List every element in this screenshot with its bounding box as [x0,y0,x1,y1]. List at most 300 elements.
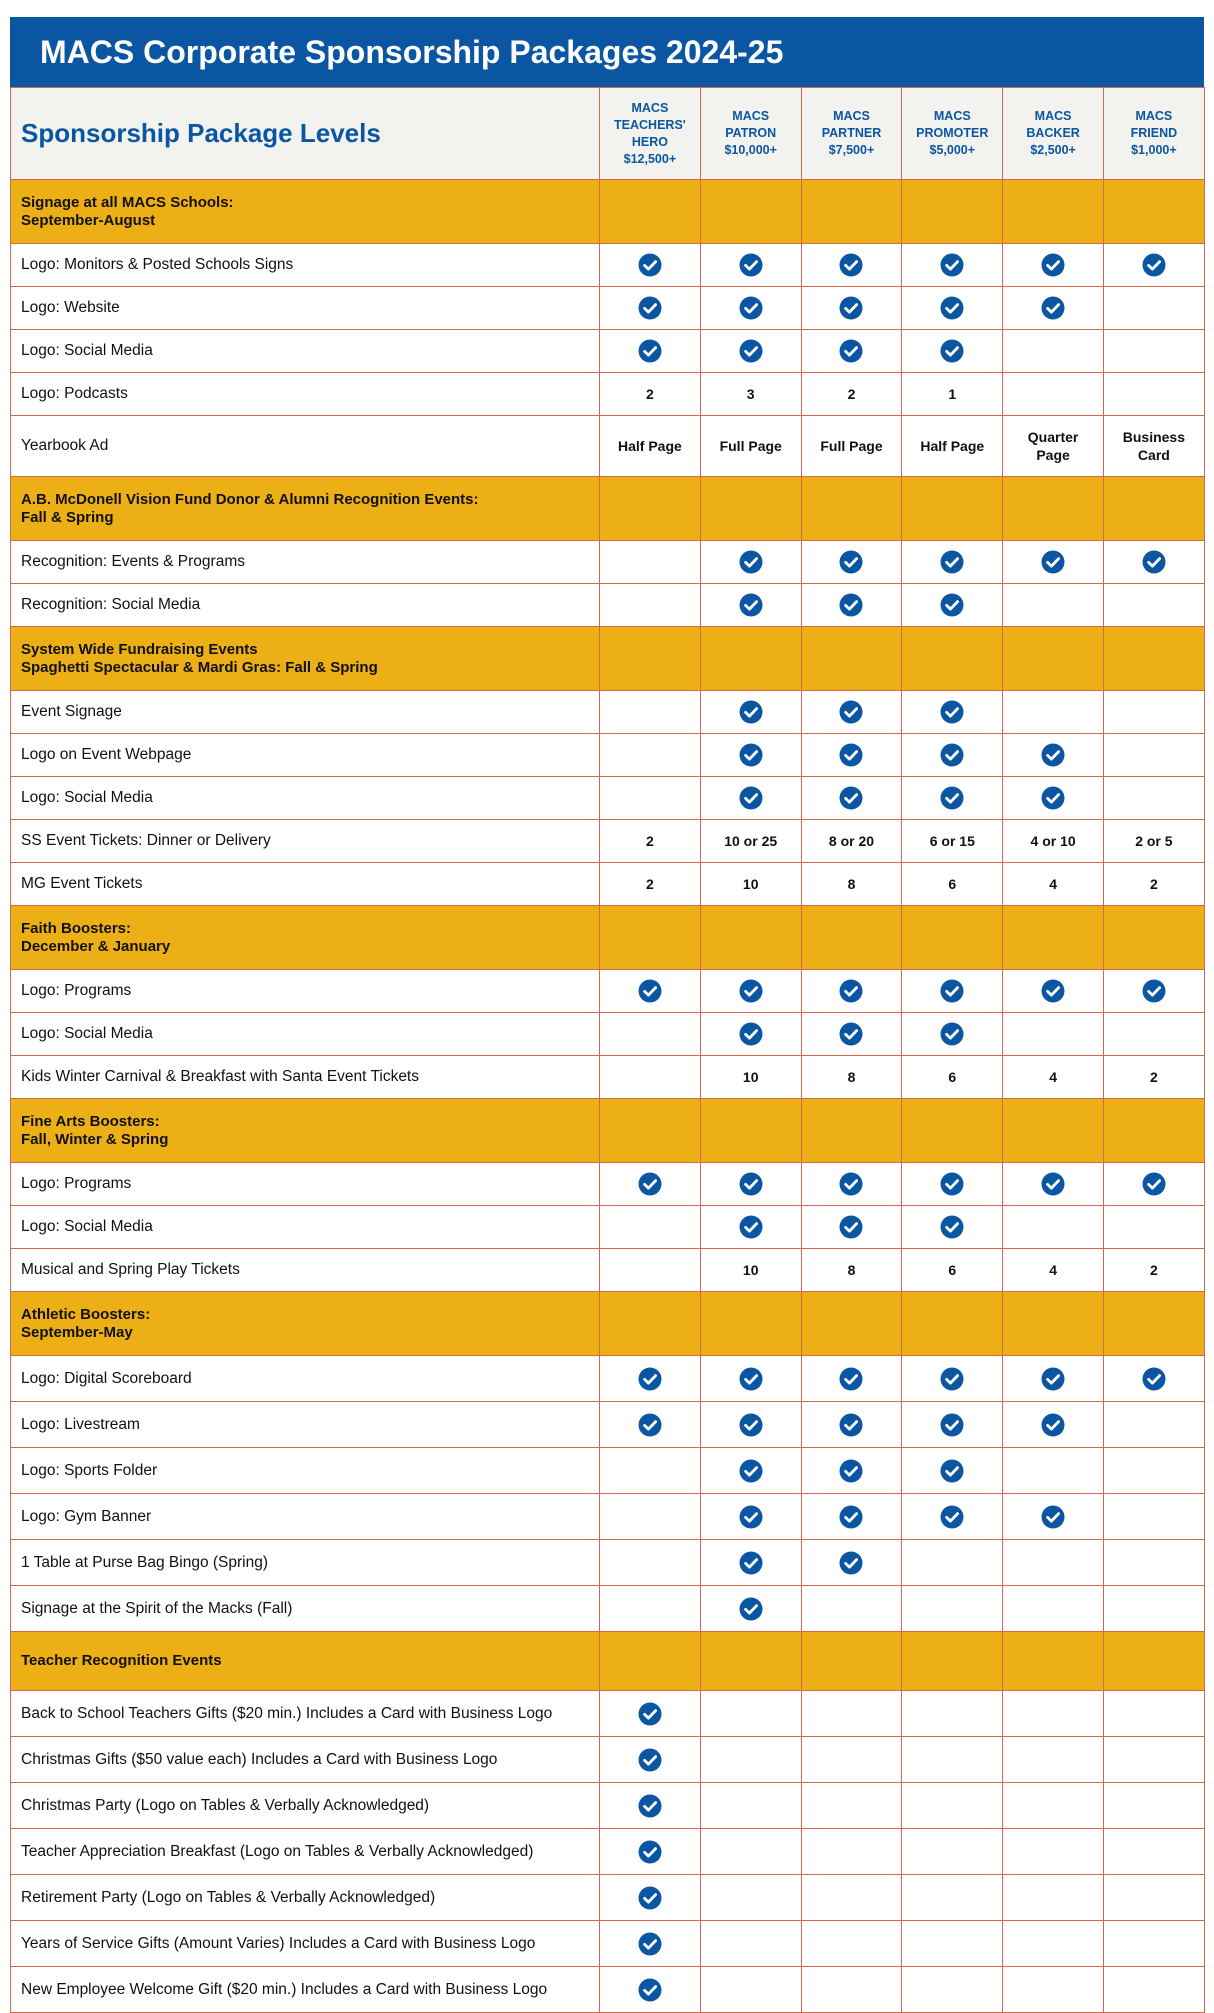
check-cell [700,541,801,584]
check-circle-icon [839,339,863,363]
check-cell [600,244,701,287]
section-cell [1103,906,1204,970]
value-cell [902,820,1003,863]
check-cell [801,1494,902,1540]
row-label: Musical and Spring Play Tickets [11,1249,600,1292]
value-cell [801,1249,902,1292]
section-cell [902,1632,1003,1691]
empty-cell [902,1967,1003,2013]
value-cell [700,820,801,863]
table-row [11,330,1205,373]
check-cell [700,1206,801,1249]
value-cell [801,863,902,906]
page-title: MACS Corporate Sponsorship Packages 2024-25 [40,33,784,70]
empty-cell [700,1737,801,1783]
check-circle-icon [940,1172,964,1196]
table-row [11,1448,1205,1494]
check-circle-icon [940,296,964,320]
table-header-row [11,88,1205,180]
check-circle-icon [839,1367,863,1391]
section-cell [1003,1292,1104,1356]
check-circle-icon [940,743,964,767]
check-circle-icon [1041,296,1065,320]
empty-cell [600,1586,701,1632]
check-cell [700,1163,801,1206]
empty-cell [1103,1013,1204,1056]
check-cell [801,1163,902,1206]
row-label: Logo: Website [11,287,600,330]
check-cell [902,691,1003,734]
empty-cell [1003,1921,1104,1967]
cell-value: 6 [948,1069,957,1085]
table-row [11,1163,1205,1206]
empty-cell [1103,691,1204,734]
section-cell [1003,1099,1104,1163]
empty-cell [1103,287,1204,330]
check-cell [700,1356,801,1402]
check-cell [600,1783,701,1829]
empty-cell [1003,1691,1104,1737]
table-row [11,863,1205,906]
row-label: Signage at the Spirit of the Macks (Fall) [11,1586,600,1632]
empty-cell [902,1540,1003,1586]
check-circle-icon [1041,1172,1065,1196]
check-cell [902,1013,1003,1056]
empty-cell [801,1967,902,2013]
row-label: Back to School Teachers Gifts ($20 min.) Includes a Card with Business Logo [11,1691,600,1737]
empty-cell [1103,1494,1204,1540]
check-circle-icon [839,1172,863,1196]
check-cell [600,1921,701,1967]
section-title: Signage at all MACS Schools: September-August [11,180,600,244]
check-circle-icon [638,253,662,277]
check-circle-icon [739,1505,763,1529]
check-cell [600,1737,701,1783]
check-circle-icon [1041,1505,1065,1529]
table-row [11,1540,1205,1586]
value-cell [902,1056,1003,1099]
check-cell [600,1163,701,1206]
section-cell [801,1632,902,1691]
row-label: Logo: Gym Banner [11,1494,600,1540]
table-row [11,1206,1205,1249]
table-row [11,1402,1205,1448]
table-row [11,1829,1205,1875]
check-cell [600,1402,701,1448]
value-cell [700,863,801,906]
row-label: Yearbook Ad [11,416,600,477]
row-label: Years of Service Gifts (Amount Varies) Includes a Card with Business Logo [11,1921,600,1967]
empty-cell [1003,330,1104,373]
value-cell [1003,1249,1104,1292]
table-row [11,1921,1205,1967]
check-cell [700,970,801,1013]
empty-cell [1003,1783,1104,1829]
check-circle-icon [940,1215,964,1239]
check-cell [600,970,701,1013]
empty-cell [1003,691,1104,734]
check-cell [1103,1163,1204,1206]
check-circle-icon [638,1367,662,1391]
section-cell [902,180,1003,244]
table-row [11,1967,1205,2013]
empty-cell [600,1013,701,1056]
empty-cell [1003,584,1104,627]
check-circle-icon [638,1702,662,1726]
value-cell [600,863,701,906]
empty-cell [1103,1206,1204,1249]
check-circle-icon [1041,1413,1065,1437]
section-cell [801,1292,902,1356]
cell-value: 2 [1149,1069,1158,1085]
check-cell [801,777,902,820]
cell-value: 8 [847,1069,856,1085]
sponsorship-table [10,87,1205,2013]
value-cell [700,373,801,416]
value-cell [902,373,1003,416]
check-cell [1003,541,1104,584]
empty-cell [1003,1737,1104,1783]
section-header-row [11,180,1205,244]
row-label: Logo: Social Media [11,1206,600,1249]
cell-value: 2 [646,876,654,892]
row-label: Christmas Party (Logo on Tables & Verbally Acknowledged) [11,1783,600,1829]
row-label: Recognition: Social Media [11,584,600,627]
value-cell [600,373,701,416]
section-cell [1003,477,1104,541]
check-circle-icon [739,1172,763,1196]
check-circle-icon [739,1459,763,1483]
check-cell [902,734,1003,777]
check-circle-icon [839,743,863,767]
check-cell [1103,244,1204,287]
row-label: Logo: Sports Folder [11,1448,600,1494]
check-circle-icon [638,339,662,363]
check-circle-icon [638,1932,662,1956]
row-label: SS Event Tickets: Dinner or Delivery [11,820,600,863]
empty-cell [1103,330,1204,373]
check-cell [700,734,801,777]
check-circle-icon [839,1413,863,1437]
cell-value: 2 [847,386,856,402]
check-circle-icon [739,593,763,617]
empty-cell [801,1875,902,1921]
check-circle-icon [739,786,763,810]
table-row [11,1356,1205,1402]
empty-cell [1003,1875,1104,1921]
cell-value: 2 [646,386,654,402]
section-cell [1103,1292,1204,1356]
check-circle-icon [940,339,964,363]
empty-cell [1003,1829,1104,1875]
cell-value: 2 [1149,1262,1158,1278]
section-cell [1003,906,1104,970]
check-circle-icon [1041,550,1065,574]
level-header: MACS TEACHERS' HERO $12,500+ [600,88,701,180]
section-cell [801,1099,902,1163]
empty-cell [1103,1921,1204,1967]
check-cell [801,691,902,734]
check-cell [1003,1163,1104,1206]
check-cell [700,1494,801,1540]
table-row [11,970,1205,1013]
section-header-row [11,627,1205,691]
value-cell [700,1056,801,1099]
check-circle-icon [739,296,763,320]
check-circle-icon [739,979,763,1003]
check-cell [801,584,902,627]
empty-cell [1103,1829,1204,1875]
empty-cell [1003,1586,1104,1632]
check-cell [700,1540,801,1586]
empty-cell [600,777,701,820]
empty-cell [902,1783,1003,1829]
check-cell [801,1013,902,1056]
section-cell [600,627,701,691]
check-cell [902,1494,1003,1540]
check-circle-icon [1041,979,1065,1003]
section-cell [902,627,1003,691]
check-circle-icon [638,1840,662,1864]
check-cell [700,244,801,287]
section-title: Faith Boosters: December & January [11,906,600,970]
table-row [11,244,1205,287]
check-circle-icon [839,979,863,1003]
section-cell [1003,627,1104,691]
cell-value: 2 [1149,876,1158,892]
empty-cell [1103,1586,1204,1632]
empty-cell [902,1691,1003,1737]
check-cell [600,1356,701,1402]
cell-value: 10 [742,1069,759,1085]
table-row [11,1875,1205,1921]
check-cell [600,1829,701,1875]
check-circle-icon [739,253,763,277]
check-cell [801,970,902,1013]
check-cell [902,1356,1003,1402]
check-circle-icon [739,1551,763,1575]
empty-cell [801,1829,902,1875]
value-cell [1003,863,1104,906]
section-cell [902,1292,1003,1356]
row-label: Teacher Appreciation Breakfast (Logo on Tables & Verbally Acknowledged) [11,1829,600,1875]
check-cell [902,330,1003,373]
cell-value: 8 or 20 [828,833,875,849]
empty-cell [801,1783,902,1829]
empty-cell [600,1249,701,1292]
level-header: MACS PARTNER $7,500+ [801,88,902,180]
check-cell [902,1206,1003,1249]
row-label: Logo: Programs [11,970,600,1013]
empty-cell [1103,1737,1204,1783]
check-circle-icon [940,253,964,277]
section-cell [1103,180,1204,244]
check-circle-icon [739,1215,763,1239]
check-circle-icon [940,1459,964,1483]
row-label: Logo: Podcasts [11,373,600,416]
check-cell [801,1402,902,1448]
row-label: Logo: Digital Scoreboard [11,1356,600,1402]
table-row [11,584,1205,627]
section-cell [801,477,902,541]
value-cell [1003,1056,1104,1099]
check-cell [801,330,902,373]
cell-value: Half Page [920,438,985,454]
section-cell [700,180,801,244]
check-circle-icon [940,700,964,724]
check-circle-icon [940,593,964,617]
table-row [11,287,1205,330]
value-cell [600,416,701,477]
value-cell [902,863,1003,906]
table-row [11,416,1205,477]
section-cell [1103,627,1204,691]
section-header-row [11,1099,1205,1163]
cell-value: 8 [847,1262,856,1278]
value-cell [1103,820,1204,863]
section-cell [801,906,902,970]
empty-cell [1103,1402,1204,1448]
empty-cell [600,1540,701,1586]
section-cell [700,1632,801,1691]
section-cell [700,627,801,691]
check-circle-icon [839,296,863,320]
empty-cell [700,1783,801,1829]
row-label: MG Event Tickets [11,863,600,906]
section-header-row [11,477,1205,541]
row-label: Logo: Livestream [11,1402,600,1448]
cell-value: Full Page [820,438,883,454]
section-cell [1003,1632,1104,1691]
value-cell [902,416,1003,477]
table-row [11,1013,1205,1056]
check-cell [902,1448,1003,1494]
table-row [11,373,1205,416]
check-circle-icon [940,1413,964,1437]
empty-cell [600,1056,701,1099]
row-label: Retirement Party (Logo on Tables & Verbally Acknowledged) [11,1875,600,1921]
check-cell [1003,970,1104,1013]
cell-value: Half Page [617,438,682,454]
check-cell [700,584,801,627]
check-cell [801,244,902,287]
empty-cell [1103,1875,1204,1921]
level-header: MACS PROMOTER $5,000+ [902,88,1003,180]
value-cell [801,416,902,477]
section-title: Fine Arts Boosters: Fall, Winter & Spring [11,1099,600,1163]
check-cell [801,1540,902,1586]
check-cell [902,244,1003,287]
check-cell [902,1402,1003,1448]
empty-cell [902,1921,1003,1967]
check-cell [700,777,801,820]
check-circle-icon [940,1367,964,1391]
check-circle-icon [638,1886,662,1910]
page-header [10,17,1204,87]
check-cell [801,1206,902,1249]
check-cell [600,330,701,373]
empty-cell [801,1921,902,1967]
empty-cell [700,1691,801,1737]
empty-cell [600,1494,701,1540]
empty-cell [700,1875,801,1921]
section-cell [1103,1099,1204,1163]
section-cell [801,627,902,691]
cell-value: 6 [948,876,957,892]
cell-value: 10 [742,876,759,892]
check-circle-icon [1142,550,1166,574]
table-row [11,691,1205,734]
empty-cell [1003,1967,1104,2013]
value-cell [1103,1056,1204,1099]
check-cell [902,1163,1003,1206]
cell-value: 2 [646,833,654,849]
row-label: Christmas Gifts ($50 value each) Includes a Card with Business Logo [11,1737,600,1783]
empty-cell [801,1586,902,1632]
section-cell [1003,180,1104,244]
section-cell [902,906,1003,970]
empty-cell [1003,1540,1104,1586]
check-circle-icon [739,1597,763,1621]
empty-cell [1103,734,1204,777]
check-circle-icon [1041,253,1065,277]
check-circle-icon [940,1505,964,1529]
empty-cell [600,541,701,584]
section-title: A.B. McDonell Vision Fund Donor & Alumni Recognition Events: Fall & Spring [11,477,600,541]
levels-title: Sponsorship Package Levels [11,88,600,180]
empty-cell [902,1737,1003,1783]
cell-value: 4 [1049,1069,1057,1085]
section-cell [600,180,701,244]
row-label: Logo: Social Media [11,1013,600,1056]
check-cell [700,287,801,330]
check-cell [801,287,902,330]
level-header: MACS PATRON $10,000+ [700,88,801,180]
check-cell [1003,734,1104,777]
check-circle-icon [839,786,863,810]
table-row [11,1737,1205,1783]
check-cell [600,1691,701,1737]
empty-cell [902,1875,1003,1921]
row-label: Kids Winter Carnival & Breakfast with Santa Event Tickets [11,1056,600,1099]
section-title: Teacher Recognition Events [11,1632,600,1691]
check-cell [1103,970,1204,1013]
check-circle-icon [638,296,662,320]
empty-cell [902,1829,1003,1875]
check-circle-icon [1041,1367,1065,1391]
section-header-row [11,1632,1205,1691]
empty-cell [1003,373,1104,416]
empty-cell [1103,1540,1204,1586]
cell-value: 1 [948,386,957,402]
row-label: Logo: Social Media [11,330,600,373]
value-cell [1103,863,1204,906]
check-cell [902,777,1003,820]
check-circle-icon [638,1978,662,2002]
check-cell [801,734,902,777]
empty-cell [1103,1691,1204,1737]
check-circle-icon [739,339,763,363]
empty-cell [600,1448,701,1494]
check-circle-icon [940,550,964,574]
check-circle-icon [1041,743,1065,767]
section-cell [700,1099,801,1163]
table-row [11,1691,1205,1737]
value-cell [801,820,902,863]
check-cell [902,584,1003,627]
check-circle-icon [1142,1367,1166,1391]
check-circle-icon [638,1794,662,1818]
